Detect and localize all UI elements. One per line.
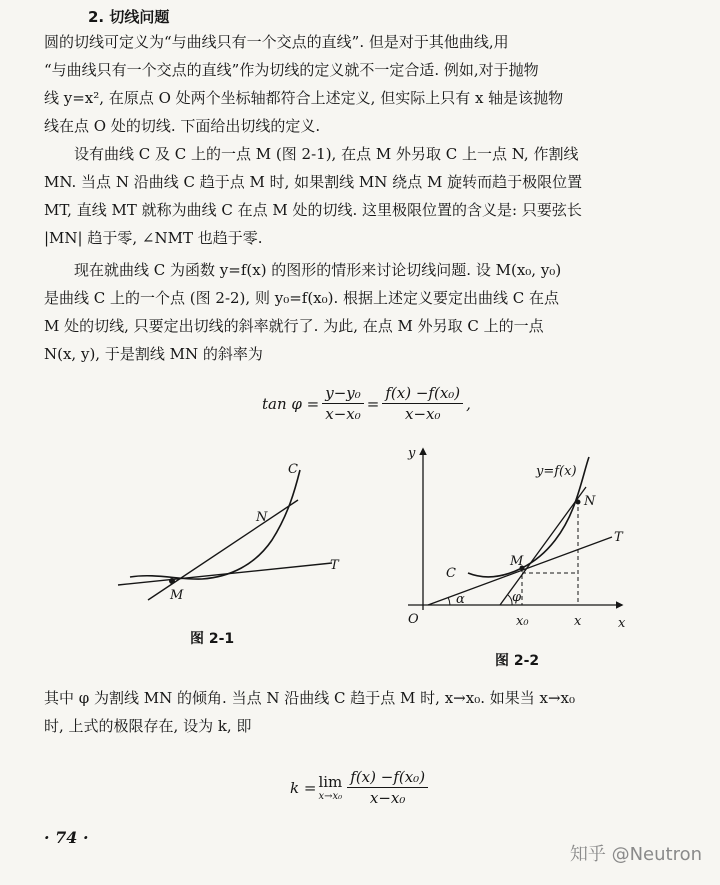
point-n — [576, 500, 581, 505]
limit-word: lim — [318, 773, 343, 791]
section-heading: 2. 切线问题 — [88, 8, 170, 26]
equals-sign: = — [366, 394, 380, 413]
paragraph-line: 圆的切线可定义为“与曲线只有一个交点的直线”. 但是对于其他曲线,用 — [44, 33, 509, 51]
paragraph-line: 线 y=x², 在原点 O 处两个坐标轴都符合上述定义, 但实际上只有 x 轴是该抛物 — [44, 89, 564, 107]
label-m: M — [170, 588, 184, 603]
curve-c — [130, 470, 300, 579]
label-y-axis: y — [408, 446, 416, 461]
paragraph-line: 时, 上式的极限存在, 设为 k, 即 — [44, 717, 252, 735]
paragraph-2 — [44, 140, 704, 252]
paragraph-line: MN. 当点 N 沿曲线 C 趋于点 M 时, 如果割线 MN 绕点 M 旋转而趋于极限位置 — [44, 173, 583, 191]
label-x: x — [574, 614, 582, 629]
fraction-2 — [382, 384, 463, 423]
paragraph-line: M 处的切线, 只要定出切线的斜率就行了. 为此, 在点 M 外另取 C 上的一点 — [44, 317, 544, 335]
fraction-numerator: y−y₀ — [322, 384, 364, 404]
limit-subscript: x→x₀ — [318, 791, 343, 802]
page-number: · 74 · — [44, 828, 89, 847]
fraction-1 — [322, 384, 364, 423]
label-x0: x₀ — [516, 614, 529, 629]
formula-lhs: k = — [290, 778, 317, 797]
point-m — [169, 578, 175, 584]
tangent-line-mt — [118, 563, 332, 585]
paragraph-line: 线在点 O 处的切线. 下面给出切线的定义. — [44, 117, 321, 135]
paragraph-line: 设有曲线 C 及 C 上的一点 M (图 2-1), 在点 M 外另取 C 上一点 N, 作割线 — [74, 145, 579, 163]
fraction-numerator: f(x) −f(x₀) — [347, 768, 428, 788]
derivative-limit-formula — [290, 768, 431, 807]
label-c: C — [446, 566, 456, 581]
alpha-arc — [448, 597, 450, 605]
figure-2-1-caption: 图 2-1 — [190, 631, 235, 647]
paragraph-line: 其中 φ 为割线 MN 的倾角. 当点 N 沿曲线 C 趋于点 M 时, x→x₀. 如果当 x→x₀ — [44, 689, 576, 707]
formula-lhs: tan φ = — [262, 394, 320, 413]
figure-2-2 — [398, 445, 638, 645]
label-t: T — [614, 530, 623, 545]
paragraph-1 — [44, 28, 704, 140]
watermark: 知乎 @Neutron — [569, 844, 702, 865]
limit-operator — [318, 773, 342, 802]
paragraph-line: MT, 直线 MT 就称为曲线 C 在点 M 处的切线. 这里极限位置的含义是: 只要弦长 — [44, 201, 582, 219]
paragraph-line: 现在就曲线 C 为函数 y=f(x) 的图形的情形来讨论切线问题. 设 M(x₀, y₀) — [74, 261, 562, 279]
label-m: M — [510, 554, 524, 569]
label-alpha: α — [456, 592, 465, 607]
fraction-numerator: f(x) −f(x₀) — [382, 384, 463, 404]
label-origin: O — [408, 612, 419, 627]
paragraph-line: “与曲线只有一个交点的直线”作为切线的定义就不一定合适. 例如,对于抛物 — [44, 61, 539, 79]
secant-line-mn — [148, 500, 298, 600]
paragraph-4 — [44, 684, 704, 740]
label-t: T — [330, 558, 339, 573]
paragraph-3 — [44, 256, 704, 368]
formula-comma: , — [466, 394, 471, 413]
difference-quotient — [347, 768, 428, 807]
fraction-denominator: x−x₀ — [404, 405, 441, 423]
paragraph-line: N(x, y), 于是割线 MN 的斜率为 — [44, 345, 263, 363]
paragraph-line: 是曲线 C 上的一个点 (图 2-2), 则 y₀=f(x₀). 根据上述定义要定出曲线 C 在点 — [44, 289, 560, 307]
label-phi: φ — [512, 590, 522, 605]
figure-2-2-caption: 图 2-2 — [495, 653, 540, 669]
label-n: N — [256, 510, 268, 525]
secant-slope-formula — [262, 384, 471, 423]
label-curve-eq: y=f(x) — [536, 464, 577, 479]
figure-2-1 — [110, 455, 360, 655]
label-x-axis: x — [618, 616, 626, 631]
secant-line — [500, 487, 586, 605]
label-n: N — [584, 494, 596, 509]
fraction-denominator: x−x₀ — [369, 789, 406, 807]
label-c: C — [288, 462, 298, 477]
fraction-denominator: x−x₀ — [325, 405, 361, 423]
paragraph-line: |MN| 趋于零, ∠NMT 也趋于零. — [44, 229, 263, 247]
